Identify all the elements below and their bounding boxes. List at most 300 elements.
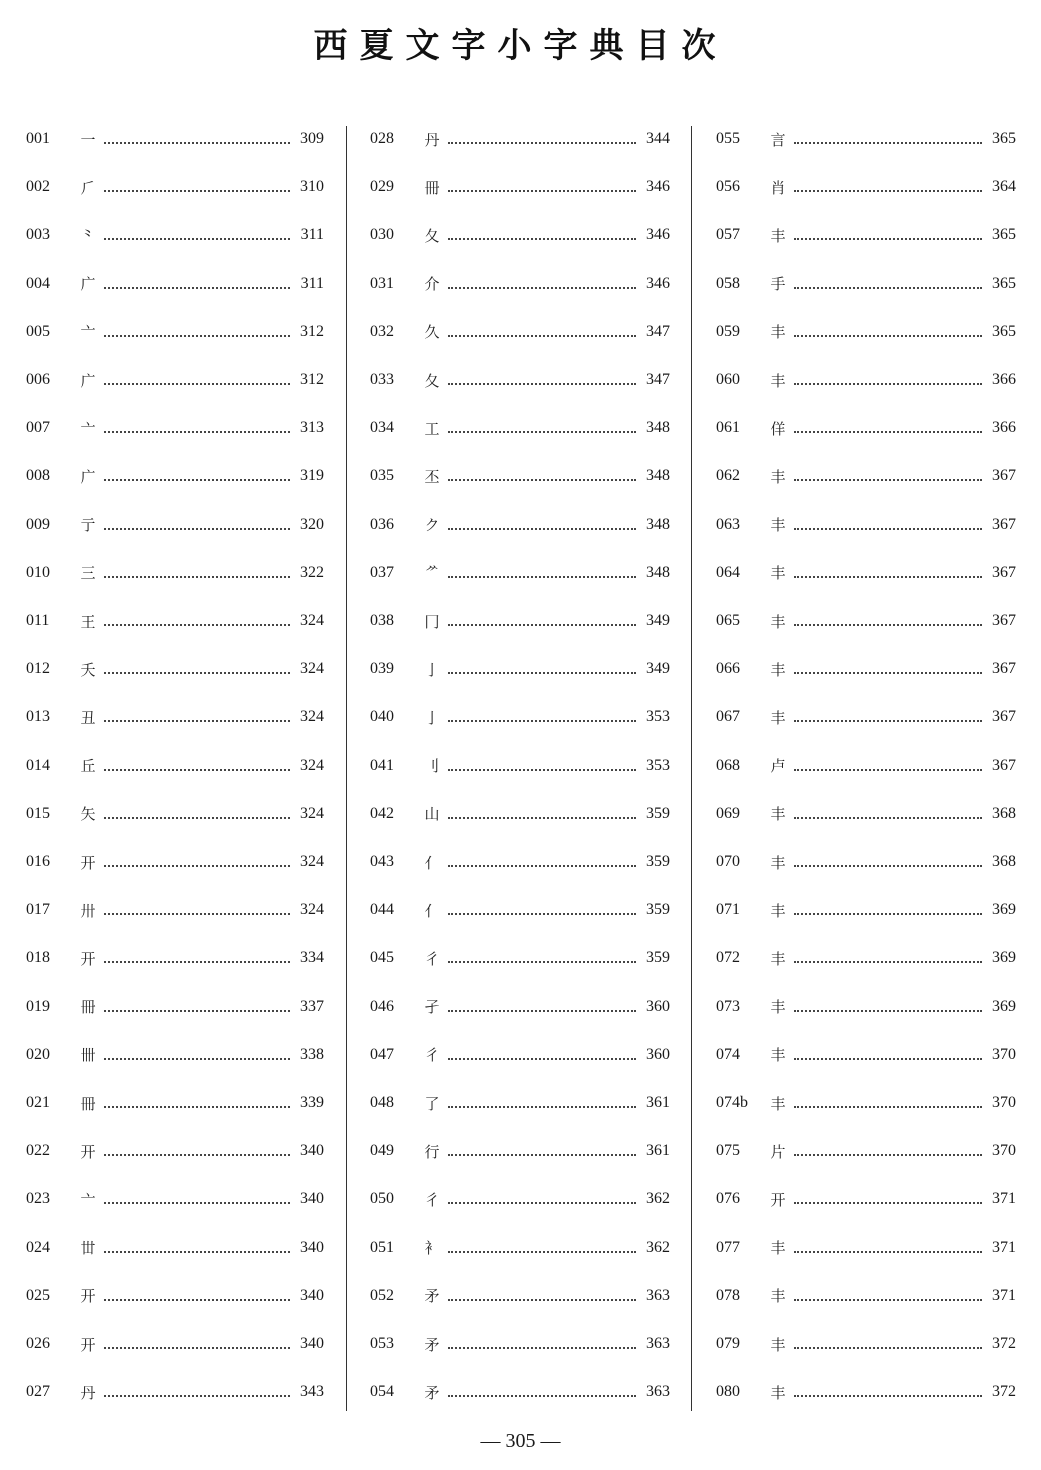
index-entry [26, 461, 324, 491]
dot-leader [104, 381, 290, 385]
entry-glyph: 亻 [424, 901, 440, 920]
entry-number: 026 [26, 1335, 50, 1352]
entry-page-number: 366 [992, 419, 1016, 437]
entry-glyph: 亠 [80, 1190, 96, 1209]
entry-number: 005 [26, 322, 50, 340]
entry-glyph: 矛 [424, 1287, 440, 1306]
dot-leader [794, 574, 982, 578]
entry-number: 031 [370, 274, 394, 292]
entry-page-number: 349 [646, 660, 670, 678]
index-entry [716, 461, 1016, 491]
index-columns [0, 116, 1041, 1416]
entry-number: 061 [716, 419, 740, 437]
index-entry [26, 895, 324, 925]
entry-number: 032 [370, 322, 394, 340]
entry-number: 017 [26, 901, 50, 919]
entry-page-number: 360 [646, 997, 670, 1015]
dot-leader [448, 622, 636, 626]
dot-leader [448, 863, 636, 867]
entry-page-number: 361 [646, 1094, 670, 1111]
entry-number: 076 [716, 1190, 740, 1208]
entry-page-number: 359 [646, 901, 670, 919]
index-entry [26, 606, 324, 636]
dot-leader [104, 1297, 290, 1301]
dot-leader [794, 1200, 982, 1204]
entry-glyph: ⺀ [80, 226, 96, 245]
entry-page-number: 372 [992, 1335, 1016, 1352]
entry-number: 045 [370, 949, 394, 967]
entry-number: 052 [370, 1286, 394, 1304]
dot-leader [794, 1056, 982, 1060]
index-entry [370, 751, 670, 781]
entry-number: 075 [716, 1142, 740, 1160]
dot-leader [794, 381, 982, 385]
entry-number: 037 [370, 563, 394, 581]
dot-leader [794, 1345, 982, 1349]
index-entry [716, 172, 1016, 202]
entry-glyph: 丰 [770, 467, 786, 486]
dot-leader [794, 911, 982, 915]
entry-glyph: 丰 [770, 1383, 786, 1402]
index-entry [370, 992, 670, 1022]
entry-glyph: 丰 [770, 323, 786, 342]
entry-number: 074 [716, 1045, 740, 1063]
index-entry [716, 365, 1016, 395]
entry-number: 035 [370, 467, 394, 485]
entry-glyph: 丰 [770, 998, 786, 1017]
entry-page-number: 346 [646, 274, 670, 292]
entry-glyph: 丹 [424, 130, 440, 149]
index-entry [26, 654, 324, 684]
entry-glyph: 广 [80, 275, 96, 294]
index-entry [716, 269, 1016, 299]
entry-number: 047 [370, 1045, 394, 1063]
entry-page-number: 371 [992, 1286, 1016, 1304]
entry-page-number: 324 [300, 804, 324, 822]
entry-page-number: 347 [646, 322, 670, 340]
entry-number: 020 [26, 1045, 50, 1063]
entry-page-number: 339 [300, 1094, 324, 1111]
dot-leader [104, 718, 290, 722]
entry-glyph: 丰 [770, 708, 786, 727]
entry-page-number: 340 [300, 1142, 324, 1160]
entry-number: 074b [716, 1094, 748, 1111]
entry-glyph: 言 [770, 130, 786, 149]
dot-leader [794, 477, 982, 481]
entry-page-number: 324 [300, 853, 324, 870]
entry-glyph: 冊 [80, 1094, 96, 1113]
dot-leader [448, 1297, 636, 1301]
entry-number: 011 [26, 612, 50, 629]
index-entry [26, 1329, 324, 1359]
index-entry [716, 1233, 1016, 1263]
dot-leader [794, 1297, 982, 1301]
dot-leader [104, 1345, 290, 1349]
entry-glyph: 介 [424, 275, 440, 294]
entry-glyph: 亠 [80, 323, 96, 342]
entry-page-number: 370 [992, 1094, 1016, 1111]
entry-page-number: 368 [992, 804, 1016, 822]
index-entry [716, 1281, 1016, 1311]
entry-glyph: 卌 [80, 1046, 96, 1065]
dot-leader [448, 381, 636, 385]
index-entry [370, 1088, 670, 1118]
dot-leader [448, 815, 636, 819]
entry-number: 057 [716, 226, 740, 244]
index-entry [370, 461, 670, 491]
entry-number: 036 [370, 515, 394, 533]
entry-number: 021 [26, 1094, 50, 1111]
entry-glyph: 夂 [424, 226, 440, 245]
entry-number: 030 [370, 226, 394, 244]
dot-leader [104, 429, 290, 433]
dot-leader [794, 188, 982, 192]
index-entry [716, 606, 1016, 636]
entry-glyph: 彳 [424, 1046, 440, 1065]
index-entry [26, 413, 324, 443]
entry-glyph: 肖 [770, 178, 786, 197]
entry-glyph: 广 [80, 467, 96, 486]
index-entry [26, 1184, 324, 1214]
entry-page-number: 370 [992, 1045, 1016, 1063]
entry-number: 022 [26, 1142, 50, 1160]
dot-leader [794, 863, 982, 867]
entry-glyph: 孑 [424, 998, 440, 1017]
dot-leader [104, 477, 290, 481]
entry-number: 068 [716, 756, 740, 774]
entry-number: 049 [370, 1142, 394, 1160]
entry-number: 063 [716, 515, 740, 533]
entry-page-number: 311 [300, 274, 324, 292]
dot-leader [794, 1008, 982, 1012]
index-column-3 [716, 116, 1016, 1406]
index-entry [370, 1040, 670, 1070]
entry-number: 010 [26, 563, 50, 581]
entry-page-number: 349 [646, 612, 670, 629]
entry-glyph: 丰 [770, 1094, 786, 1113]
dot-leader [104, 1152, 290, 1156]
entry-page-number: 343 [300, 1383, 324, 1401]
entry-glyph: 行 [424, 1142, 440, 1161]
entry-glyph: 久 [424, 323, 440, 342]
entry-glyph: 衤 [424, 1239, 440, 1258]
entry-glyph: 矛 [424, 1383, 440, 1402]
entry-page-number: 369 [992, 949, 1016, 967]
entry-number: 048 [370, 1094, 394, 1111]
entry-page-number: 364 [992, 178, 1016, 196]
entry-glyph: 冂 [424, 612, 440, 631]
entry-glyph: 丰 [770, 516, 786, 535]
entry-page-number: 367 [992, 756, 1016, 774]
entry-page-number: 371 [992, 1238, 1016, 1256]
dot-leader [448, 959, 636, 963]
index-entry [370, 1184, 670, 1214]
index-entry [26, 124, 324, 154]
page-title: 西夏文字小字典目次 [313, 26, 728, 66]
entry-page-number: 353 [646, 708, 670, 726]
dot-leader [104, 188, 290, 192]
entry-glyph: 丹 [80, 1383, 96, 1402]
entry-glyph: 冊 [80, 998, 96, 1017]
entry-page-number: 363 [646, 1383, 670, 1401]
column-divider [346, 126, 347, 1411]
entry-page-number: 340 [300, 1286, 324, 1304]
dot-leader [104, 285, 290, 289]
entry-page-number: 313 [300, 419, 324, 437]
dot-leader [794, 1104, 982, 1108]
entry-page-number: 348 [646, 515, 670, 533]
entry-glyph: 了 [424, 1094, 440, 1113]
dot-leader [104, 236, 290, 240]
index-entry [26, 558, 324, 588]
index-entry [370, 654, 670, 684]
index-entry [370, 558, 670, 588]
entry-glyph: 开 [80, 949, 96, 968]
entry-number: 018 [26, 949, 50, 967]
entry-page-number: 324 [300, 660, 324, 678]
entry-page-number: 367 [992, 612, 1016, 629]
index-entry [370, 1329, 670, 1359]
index-entry [26, 365, 324, 395]
entry-page-number: 371 [992, 1190, 1016, 1208]
entry-page-number: 346 [646, 178, 670, 196]
entry-glyph: 彳 [424, 1190, 440, 1209]
entry-number: 062 [716, 467, 740, 485]
index-entry [26, 220, 324, 250]
index-entry [370, 269, 670, 299]
dot-leader [448, 1056, 636, 1060]
entry-page-number: 322 [300, 563, 324, 581]
entry-number: 067 [716, 708, 740, 726]
entry-number: 034 [370, 419, 394, 437]
entry-page-number: 367 [992, 515, 1016, 533]
entry-glyph: 亅 [424, 708, 440, 727]
entry-number: 071 [716, 901, 740, 919]
entry-page-number: 367 [992, 660, 1016, 678]
entry-page-number: 344 [646, 130, 670, 147]
index-entry [26, 992, 324, 1022]
index-entry [26, 1088, 324, 1118]
index-entry [26, 702, 324, 732]
dot-leader [104, 333, 290, 337]
entry-page-number: 311 [300, 226, 324, 244]
entry-glyph: 亻 [424, 853, 440, 872]
entry-glyph: ᄽ [424, 564, 440, 583]
index-entry [370, 1377, 670, 1407]
entry-page-number: 368 [992, 853, 1016, 870]
dot-leader [448, 1393, 636, 1397]
index-entry [26, 317, 324, 347]
dot-leader [448, 285, 636, 289]
footer-page-number: — 305 — [480, 1430, 561, 1452]
index-entry [716, 654, 1016, 684]
entry-number: 080 [716, 1383, 740, 1401]
index-entry [370, 220, 670, 250]
entry-number: 072 [716, 949, 740, 967]
dot-leader [794, 1152, 982, 1156]
entry-glyph: 丕 [424, 467, 440, 486]
entry-number: 003 [26, 226, 50, 244]
index-entry [26, 269, 324, 299]
index-entry [370, 799, 670, 829]
index-entry [716, 992, 1016, 1022]
entry-glyph: 夂 [424, 371, 440, 390]
entry-glyph: 三 [80, 564, 96, 583]
dot-leader [104, 1104, 290, 1108]
entry-glyph: 佯 [770, 419, 786, 438]
index-entry [370, 606, 670, 636]
entry-page-number: 340 [300, 1335, 324, 1352]
entry-glyph: 开 [80, 1335, 96, 1354]
entry-number: 051 [370, 1238, 394, 1256]
column-divider [691, 126, 692, 1411]
entry-number: 008 [26, 467, 50, 485]
index-entry [26, 1233, 324, 1263]
dot-leader [448, 1200, 636, 1204]
index-entry [26, 799, 324, 829]
dot-leader [104, 670, 290, 674]
dot-leader [104, 911, 290, 915]
dot-leader [794, 1249, 982, 1253]
entry-number: 038 [370, 612, 394, 629]
index-entry [716, 847, 1016, 877]
dot-leader [448, 718, 636, 722]
entry-page-number: 324 [300, 612, 324, 629]
index-entry [716, 220, 1016, 250]
index-entry [716, 943, 1016, 973]
dot-leader [794, 718, 982, 722]
entry-glyph: 王 [80, 612, 96, 631]
dot-leader [104, 767, 290, 771]
dot-leader [104, 1056, 290, 1060]
entry-glyph: 丰 [770, 371, 786, 390]
index-entry [26, 847, 324, 877]
index-entry [716, 413, 1016, 443]
entry-glyph: 丰 [770, 1287, 786, 1306]
dot-leader [448, 1152, 636, 1156]
index-entry [26, 1281, 324, 1311]
entry-number: 027 [26, 1383, 50, 1401]
index-entry [370, 1233, 670, 1263]
entry-page-number: 361 [646, 1142, 670, 1160]
entry-glyph: 丰 [770, 226, 786, 245]
dot-leader [448, 911, 636, 915]
entry-page-number: 320 [300, 515, 324, 533]
entry-page-number: 348 [646, 419, 670, 437]
entry-page-number: 348 [646, 563, 670, 581]
dot-leader [104, 1393, 290, 1397]
dot-leader [448, 670, 636, 674]
entry-number: 070 [716, 853, 740, 870]
dot-leader [794, 236, 982, 240]
entry-number: 013 [26, 708, 50, 726]
index-entry [716, 124, 1016, 154]
dot-leader [794, 670, 982, 674]
entry-number: 041 [370, 756, 394, 774]
entry-number: 019 [26, 997, 50, 1015]
entry-glyph: 卅 [80, 901, 96, 920]
dot-leader [104, 1249, 290, 1253]
entry-number: 033 [370, 371, 394, 388]
index-entry [26, 1377, 324, 1407]
dot-leader [104, 1008, 290, 1012]
entry-page-number: 347 [646, 371, 670, 388]
entry-glyph: 山 [424, 805, 440, 824]
dot-leader [448, 1345, 636, 1349]
index-entry [716, 1040, 1016, 1070]
dot-leader [448, 574, 636, 578]
entry-page-number: 370 [992, 1142, 1016, 1160]
dot-leader [448, 526, 636, 530]
entry-page-number: 365 [992, 226, 1016, 244]
entry-page-number: 362 [646, 1238, 670, 1256]
entry-glyph: ⺁ [80, 178, 96, 197]
index-entry [370, 510, 670, 540]
entry-number: 058 [716, 274, 740, 292]
entry-glyph: 丑 [80, 708, 96, 727]
dot-leader [104, 1200, 290, 1204]
entry-page-number: 365 [992, 322, 1016, 340]
entry-number: 043 [370, 853, 394, 870]
entry-glyph: 丰 [770, 853, 786, 872]
index-entry [370, 847, 670, 877]
dot-leader [104, 959, 290, 963]
entry-number: 064 [716, 563, 740, 581]
entry-number: 024 [26, 1238, 50, 1256]
index-entry [716, 1377, 1016, 1407]
dot-leader [448, 1249, 636, 1253]
index-entry [370, 1281, 670, 1311]
entry-page-number: 309 [300, 130, 324, 147]
entry-number: 078 [716, 1286, 740, 1304]
dot-leader [104, 574, 290, 578]
dot-leader [448, 1008, 636, 1012]
entry-page-number: 353 [646, 756, 670, 774]
entry-number: 069 [716, 804, 740, 822]
entry-glyph: 丘 [80, 757, 96, 776]
entry-glyph: 亍 [80, 516, 96, 535]
index-entry [26, 943, 324, 973]
entry-number: 056 [716, 178, 740, 196]
dot-leader [794, 767, 982, 771]
entry-page-number: 324 [300, 901, 324, 919]
entry-glyph: 丰 [770, 612, 786, 631]
entry-page-number: 359 [646, 853, 670, 870]
entry-page-number: 363 [646, 1335, 670, 1352]
entry-glyph: 开 [770, 1190, 786, 1209]
entry-page-number: 367 [992, 467, 1016, 485]
dot-leader [794, 526, 982, 530]
entry-number: 006 [26, 371, 50, 388]
entry-page-number: 366 [992, 371, 1016, 388]
index-entry [370, 124, 670, 154]
entry-number: 077 [716, 1238, 740, 1256]
entry-glyph: 丰 [770, 1046, 786, 1065]
dot-leader [448, 767, 636, 771]
dot-leader [794, 959, 982, 963]
entry-glyph: 丰 [770, 1239, 786, 1258]
dot-leader [794, 285, 982, 289]
dot-leader [794, 622, 982, 626]
index-entry [370, 895, 670, 925]
entry-page-number: 365 [992, 130, 1016, 147]
entry-glyph: 丰 [770, 949, 786, 968]
dot-leader [794, 1393, 982, 1397]
index-entry [716, 799, 1016, 829]
entry-glyph: 一 [80, 130, 96, 149]
index-entry [370, 943, 670, 973]
entry-page-number: 365 [992, 274, 1016, 292]
